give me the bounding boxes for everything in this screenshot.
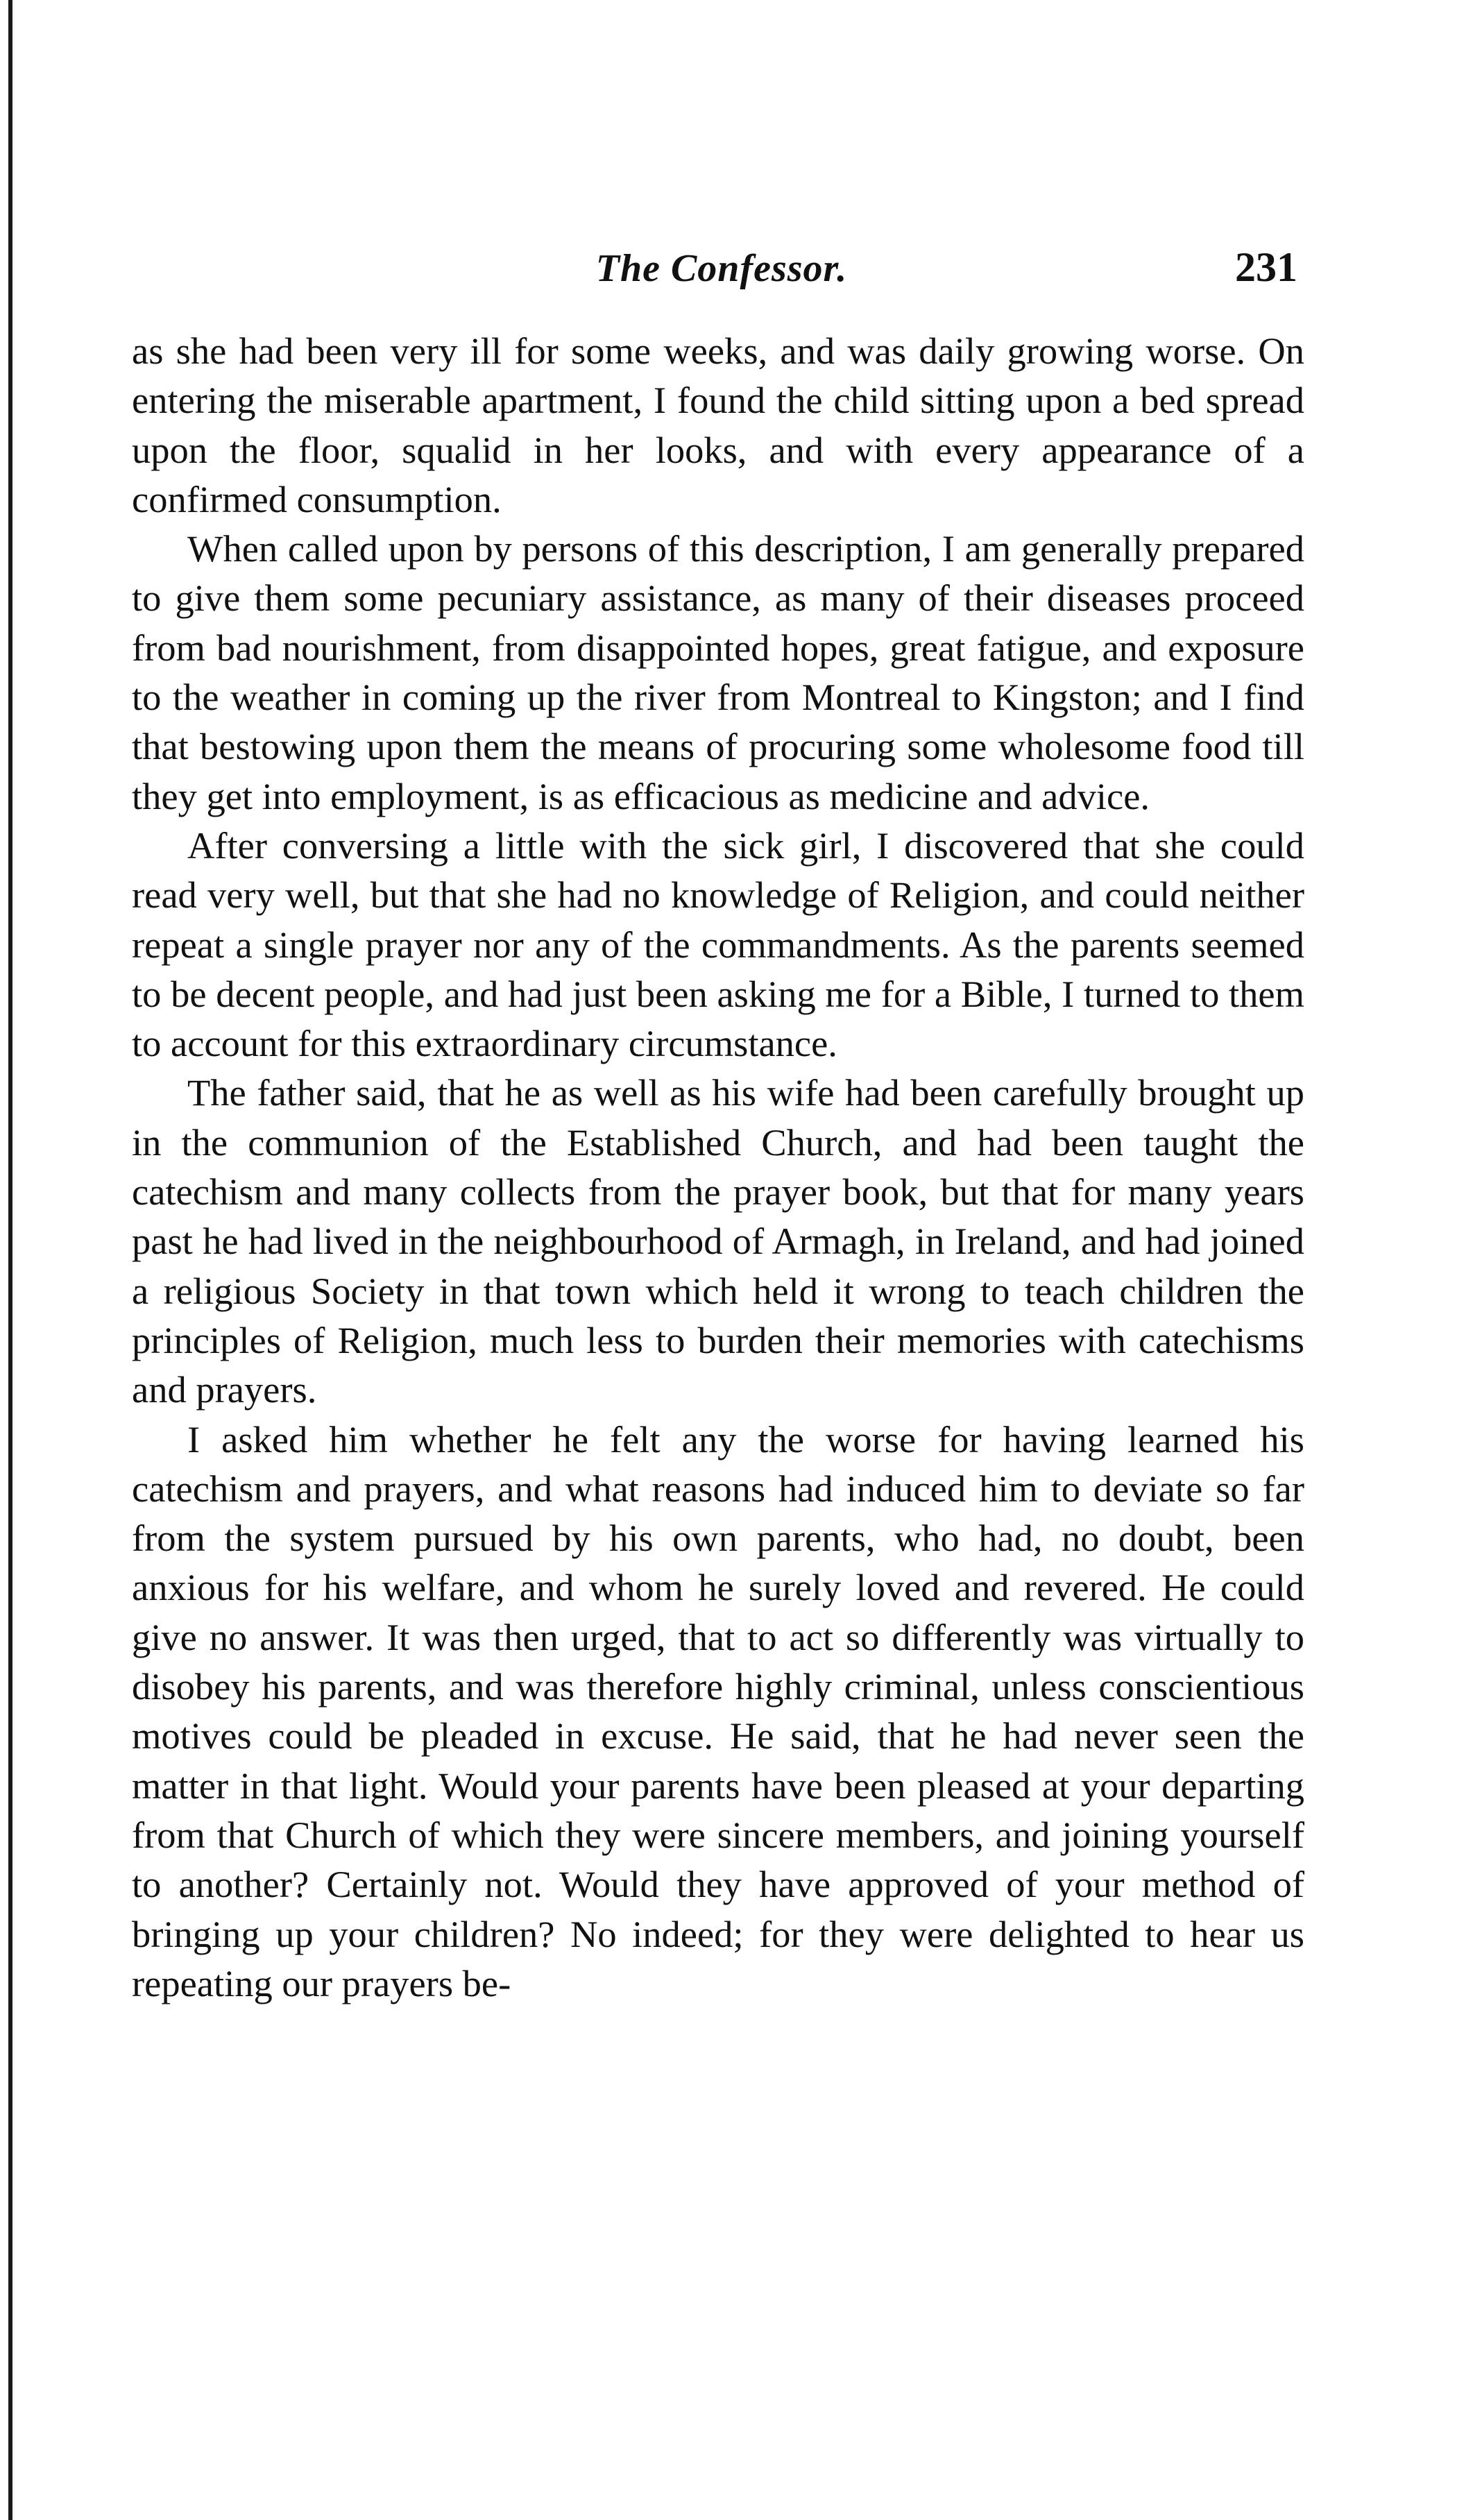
paragraph-1: as she had been very ill for some weeks, and was daily growing worse. On entering the miserable apartment, I found the child sitting upon a bed spread upon the floor, squalid in her looks, and with every appearance of a confirmed consumption. [132, 330, 1304, 520]
gutter-shadow [8, 0, 12, 2520]
paragraph-5: I asked him whether he felt any the worse for having learned his catechism and prayers, and what reasons had induced him to deviate so far from the system pursued by his own parents, who had, no doubt, been anxious for his welfare, and whom he surely loved and revered. He could give no answer. It was then urged, that to act so differently was virtually to disobey his parents, and was therefore highly criminal, unless conscientious motives could be pleaded in excuse. He said, that he had never seen the matter in that light. Would your parents have been pleased at your departing from that Church of which they were sincere members, and joining yourself to another? Certainly not. Would they have approved of your method of bringing up your children? No indeed; for they were delighted to hear us repeating our prayers be- [132, 1418, 1304, 2004]
paragraph-4: The father said, that he as well as his wife had been carefully brought up in the communion of the Established Church, and had been taught the catechism and many collects from the prayer book, but that for many years past he had lived in the neighbourhood of Armagh, in Ireland, and had joined a religious Society in that town which held it wrong to teach children the principles of Religion, much less to burden their memories with catechisms and prayers. [132, 1071, 1304, 1411]
paragraph-3: After conversing a little with the sick girl, I discovered that she could read very well, but that she had no knowledge of Religion, and could neither repeat a single prayer nor any of the commandments. As the parents seemed to be decent people, and had just been asking me for a Bible, I turned to them to account for this extraordinary circumstance. [132, 824, 1304, 1065]
running-title: The Confessor. [595, 247, 848, 290]
body-text [132, 326, 1304, 2008]
paragraph-2: When called upon by persons of this description, I am generally prepared to give them some pecuniary assistance, as many of their diseases proceed from bad nourishment, from disappointed hopes, great fatigue, and exposure to the weather in coming up the river from Montreal to Kingston; and I find that bestowing upon them the means of procuring some wholesome food till they get into employment, is as efficacious as medicine and advice. [132, 527, 1304, 817]
page-header [132, 246, 1311, 309]
page-number: 231 [1235, 244, 1297, 290]
